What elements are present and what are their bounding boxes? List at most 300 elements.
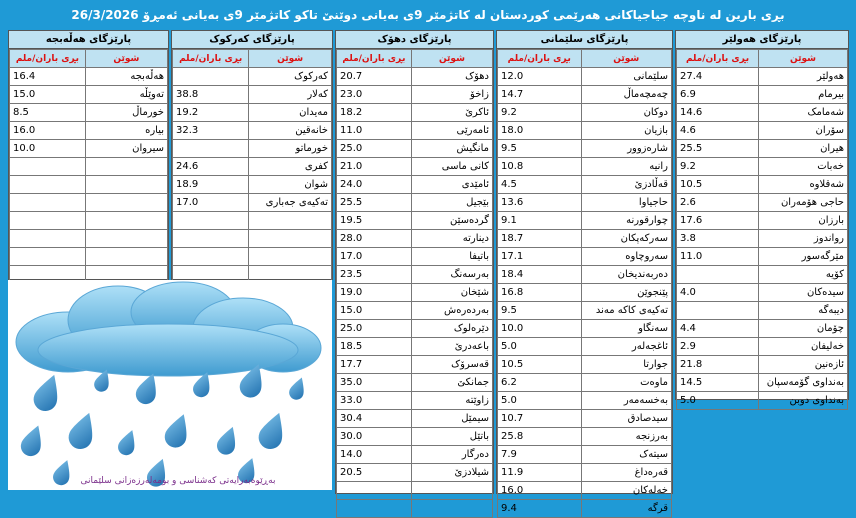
- empty-cell: [10, 176, 86, 194]
- station-name: بەخسەمەر: [581, 392, 671, 410]
- station-name: شیلادزێ: [411, 464, 492, 482]
- empty-cell: [85, 158, 167, 176]
- rainfall-value: 35.0: [337, 374, 412, 392]
- station-name: شارەزوور: [581, 140, 671, 158]
- station-name: کۆیە: [759, 266, 848, 284]
- rainfall-value: 19.0: [337, 284, 412, 302]
- table-row: [677, 158, 848, 176]
- station-name: ئازەنین: [759, 356, 848, 374]
- rainfall-value: 10.8: [498, 158, 582, 176]
- column-header-row: [498, 50, 672, 68]
- station-name: ماوەت: [581, 374, 671, 392]
- empty-cell: [10, 248, 86, 266]
- station-name: بێجیل: [411, 194, 492, 212]
- rainfall-value: 20.7: [337, 68, 412, 86]
- table-row: [498, 68, 672, 86]
- rainfall-value: 14.0: [337, 446, 412, 464]
- station-name: سیروان: [85, 140, 167, 158]
- station-name: بیرمام: [759, 86, 848, 104]
- rainfall-value: 10.0: [498, 320, 582, 338]
- table-row: [337, 104, 493, 122]
- table-row: [677, 320, 848, 338]
- station-name: جوارتا: [581, 356, 671, 374]
- table-row: [498, 320, 672, 338]
- station-name: قەرەداغ: [581, 464, 671, 482]
- rainfall-value: 11.9: [498, 464, 582, 482]
- station-name: حاجی هۆمەران: [759, 194, 848, 212]
- rainfall-value: 17.1: [498, 248, 582, 266]
- station-name: شێخان: [411, 284, 492, 302]
- station-column-header: شوێن: [759, 50, 848, 68]
- station-column-header: شوێن: [411, 50, 492, 68]
- station-name: رواندوز: [759, 230, 848, 248]
- rainfall-value: 38.8: [173, 86, 249, 104]
- station-name: کفری: [249, 158, 332, 176]
- rainfall-value: 16.0: [498, 482, 582, 500]
- rainfall-value: 25.8: [498, 428, 582, 446]
- station-name: خورماتو: [249, 140, 332, 158]
- table-row: [337, 68, 493, 86]
- rainfall-value: 4.6: [677, 122, 759, 140]
- rainfall-value: 5.0: [677, 392, 759, 410]
- rainfall-value: 13.6: [498, 194, 582, 212]
- rainfall-value: 3.8: [677, 230, 759, 248]
- table-row: [337, 464, 493, 482]
- station-name: خەلەکان: [581, 482, 671, 500]
- station-name: خورماڵ: [85, 104, 167, 122]
- rainfall-column-header: بڕی باران/ملم: [677, 50, 759, 68]
- empty-cell: [411, 482, 492, 500]
- empty-cell: [249, 230, 332, 248]
- station-name: سەرکەپکان: [581, 230, 671, 248]
- station-name: سیمێل: [411, 410, 492, 428]
- rainfall-value: 17.6: [677, 212, 759, 230]
- station-name: دینارتە: [411, 230, 492, 248]
- column-header-row: [173, 50, 332, 68]
- rainfall-value: 24.6: [173, 158, 249, 176]
- table-row: [677, 104, 848, 122]
- table-row: [10, 140, 168, 158]
- rainfall-value: 10.7: [498, 410, 582, 428]
- empty-row: [173, 248, 332, 266]
- rainfall-value: 30.0: [337, 428, 412, 446]
- table-row: [498, 122, 672, 140]
- rainfall-value: 28.0: [337, 230, 412, 248]
- table-row: [498, 428, 672, 446]
- table-row: [337, 320, 493, 338]
- station-name: دەرگار: [411, 446, 492, 464]
- station-name: بەرسەنگ: [411, 266, 492, 284]
- empty-cell: [85, 194, 167, 212]
- rainfall-value: 12.0: [498, 68, 582, 86]
- station-name: بارزان: [759, 212, 848, 230]
- rainfall-value: 10.5: [498, 356, 582, 374]
- rainfall-value: 14.7: [498, 86, 582, 104]
- station-name: قەڵادزێ: [581, 176, 671, 194]
- station-name: مانگیش: [411, 140, 492, 158]
- empty-row: [10, 158, 168, 176]
- table-row: [337, 356, 493, 374]
- station-name: مێرگەسور: [759, 248, 848, 266]
- column-header-row: [677, 50, 848, 68]
- rainfall-value: 4.4: [677, 320, 759, 338]
- table-row: [337, 176, 493, 194]
- rainfall-value: 32.3: [173, 122, 249, 140]
- rainfall-column-header: بڕی باران/ملم: [337, 50, 412, 68]
- table-row: [337, 446, 493, 464]
- empty-cell: [10, 230, 86, 248]
- column-header-row: [337, 50, 493, 68]
- table-row: [677, 266, 848, 284]
- station-column-header: شوێن: [581, 50, 671, 68]
- table-row: [677, 392, 848, 410]
- rainfall-value: 11.0: [337, 122, 412, 140]
- table-row: [498, 266, 672, 284]
- station-name: دێرەلوک: [411, 320, 492, 338]
- rainfall-value: 25.5: [337, 194, 412, 212]
- rainfall-value: 19.5: [337, 212, 412, 230]
- rainfall-value: 10.5: [677, 176, 759, 194]
- sulaimani-table: [497, 49, 672, 518]
- rainfall-value: 2.6: [677, 194, 759, 212]
- rainfall-value: 16.0: [10, 122, 86, 140]
- table-row: [677, 212, 848, 230]
- empty-cell: [85, 248, 167, 266]
- rainfall-value: [173, 68, 249, 86]
- station-name: شەمامک: [759, 104, 848, 122]
- empty-cell: [10, 194, 86, 212]
- rainfall-value: 5.0: [498, 338, 582, 356]
- station-name: ئامەرێی: [411, 122, 492, 140]
- rainfall-value: 16.4: [10, 68, 86, 86]
- station-name: باتێل: [411, 428, 492, 446]
- empty-row: [10, 176, 168, 194]
- table-row: [498, 500, 672, 518]
- table-row: [173, 104, 332, 122]
- rainfall-value: 18.4: [498, 266, 582, 284]
- rainfall-value: 4.5: [498, 176, 582, 194]
- table-row: [498, 248, 672, 266]
- sulaimani-panel: [496, 30, 673, 514]
- rainfall-value: 18.5: [337, 338, 412, 356]
- station-name: چەمچەماڵ: [581, 86, 671, 104]
- table-row: [677, 248, 848, 266]
- station-name: تەوێڵە: [85, 86, 167, 104]
- station-name: زاوێتە: [411, 392, 492, 410]
- table-row: [677, 374, 848, 392]
- station-name: شوان: [249, 176, 332, 194]
- rainfall-value: 30.4: [337, 410, 412, 428]
- station-name: سیدەکان: [759, 284, 848, 302]
- station-name: خانەقین: [249, 122, 332, 140]
- station-name: بەرزنجە: [581, 428, 671, 446]
- table-row: [677, 176, 848, 194]
- station-name: سەنگاو: [581, 320, 671, 338]
- rainfall-value: 18.7: [498, 230, 582, 248]
- rainfall-value: 18.0: [498, 122, 582, 140]
- rainfall-value: 17.0: [173, 194, 249, 212]
- table-row: [10, 122, 168, 140]
- station-name: کەرکوک: [249, 68, 332, 86]
- table-row: [337, 248, 493, 266]
- station-name: بیارە: [85, 122, 167, 140]
- table-row: [498, 392, 672, 410]
- rainfall-value: 25.5: [677, 140, 759, 158]
- station-name: هیران: [759, 140, 848, 158]
- table-row: [173, 140, 332, 158]
- table-row: [10, 68, 168, 86]
- table-row: [677, 230, 848, 248]
- rainfall-value: [677, 266, 759, 284]
- table-row: [10, 104, 168, 122]
- empty-row: [337, 500, 493, 518]
- kirkuk-table: [172, 49, 332, 284]
- table-row: [498, 194, 672, 212]
- empty-row: [10, 248, 168, 266]
- table-row: [677, 86, 848, 104]
- station-name: شەقلاوە: [759, 176, 848, 194]
- table-row: [498, 446, 672, 464]
- rainfall-value: 20.5: [337, 464, 412, 482]
- table-row: [498, 338, 672, 356]
- station-name: سلێمانی: [581, 68, 671, 86]
- table-row: [677, 122, 848, 140]
- station-name: حاجیاوا: [581, 194, 671, 212]
- station-name: چۆمان: [759, 320, 848, 338]
- table-row: [677, 194, 848, 212]
- table-row: [498, 86, 672, 104]
- table-row: [10, 86, 168, 104]
- table-row: [677, 140, 848, 158]
- sulaimani-header: پارێزگای سلێمانی: [497, 31, 672, 49]
- table-row: [498, 212, 672, 230]
- table-row: [337, 338, 493, 356]
- station-name: خەلیفان: [759, 338, 848, 356]
- station-name: بەنداوی گۆمەسپان: [759, 374, 848, 392]
- rainfall-value: 18.9: [173, 176, 249, 194]
- table-row: [498, 374, 672, 392]
- station-column-header: شوێن: [85, 50, 167, 68]
- station-name: تەکیەی کاکە مەند: [581, 302, 671, 320]
- rainfall-value: [173, 140, 249, 158]
- table-row: [498, 482, 672, 500]
- table-row: [498, 176, 672, 194]
- erbil-table: [676, 49, 848, 410]
- empty-cell: [249, 212, 332, 230]
- kirkuk-header: پارێزگای کەرکوک: [172, 31, 332, 49]
- table-row: [337, 122, 493, 140]
- table-row: [498, 356, 672, 374]
- empty-cell: [249, 248, 332, 266]
- table-row: [677, 356, 848, 374]
- station-name: ئاغجەلەر: [581, 338, 671, 356]
- station-name: تەکیەی جەباری: [249, 194, 332, 212]
- credit-text: بەڕێوەبەرایەتی کەشناسی و بومەلەرزەزانی سلێمانی: [80, 476, 276, 486]
- column-header-row: [10, 50, 168, 68]
- rainfall-value: 2.9: [677, 338, 759, 356]
- table-row: [173, 86, 332, 104]
- table-row: [677, 338, 848, 356]
- rainfall-value: 9.2: [498, 104, 582, 122]
- table-row: [337, 392, 493, 410]
- empty-cell: [85, 230, 167, 248]
- station-name: خەبات: [759, 158, 848, 176]
- station-column-header: شوێن: [249, 50, 332, 68]
- rainfall-column-header: بڕی باران/ملم: [10, 50, 86, 68]
- rainfall-value: 27.4: [677, 68, 759, 86]
- station-name: قرگە: [581, 500, 671, 518]
- station-name: مەیدان: [249, 104, 332, 122]
- rainfall-value: 16.8: [498, 284, 582, 302]
- table-row: [677, 68, 848, 86]
- rainfall-value: 9.5: [498, 140, 582, 158]
- station-name: گردەسێن: [411, 212, 492, 230]
- kirkuk-panel: [171, 30, 333, 280]
- station-name: پێنجوێن: [581, 284, 671, 302]
- erbil-header: پارێزگای هەولێر: [676, 31, 848, 49]
- table-row: [677, 284, 848, 302]
- rainfall-value: [677, 302, 759, 320]
- rainfall-value: 10.0: [10, 140, 86, 158]
- rainfall-value: 24.0: [337, 176, 412, 194]
- table-row: [337, 428, 493, 446]
- rainfall-value: 4.0: [677, 284, 759, 302]
- page-title: بڕی بارین لە ناوچە جیاجیاکانی هەرێمی کوردستان لە کاتژمێر 9ی بەیانی دوێنێ تاکو کاتژمێر 9ی بەیانی ئەمڕۆ 26/3/2026: [71, 8, 785, 22]
- station-name: کانی ماسی: [411, 158, 492, 176]
- rainfall-value: 9.4: [498, 500, 582, 518]
- empty-cell: [85, 176, 167, 194]
- empty-row: [173, 212, 332, 230]
- station-name: سۆران: [759, 122, 848, 140]
- station-name: سیدصادق: [581, 410, 671, 428]
- station-name: ئامێدی: [411, 176, 492, 194]
- rainfall-value: 25.0: [337, 140, 412, 158]
- rainfall-value: 17.7: [337, 356, 412, 374]
- station-name: قەسرۆک: [411, 356, 492, 374]
- rainfall-value: 23.5: [337, 266, 412, 284]
- station-name: باعەدرێ: [411, 338, 492, 356]
- rainfall-value: 18.2: [337, 104, 412, 122]
- rain-cloud-icon: [8, 280, 332, 490]
- rain-illustration: [8, 280, 332, 490]
- rainfall-value: 15.0: [337, 302, 412, 320]
- table-row: [498, 104, 672, 122]
- empty-row: [173, 230, 332, 248]
- station-name: سەروچاوە: [581, 248, 671, 266]
- table-row: [498, 284, 672, 302]
- table-row: [337, 158, 493, 176]
- rainfall-value: 7.9: [498, 446, 582, 464]
- table-row: [498, 140, 672, 158]
- table-row: [337, 266, 493, 284]
- halabja-panel: [8, 30, 169, 280]
- empty-cell: [10, 158, 86, 176]
- halabja-header: پارێزگای هەڵەبجە: [9, 31, 168, 49]
- empty-row: [10, 230, 168, 248]
- table-row: [337, 86, 493, 104]
- empty-cell: [173, 230, 249, 248]
- rainfall-value: 8.5: [10, 104, 86, 122]
- station-name: هەولێر: [759, 68, 848, 86]
- table-row: [498, 464, 672, 482]
- station-name: کەلار: [249, 86, 332, 104]
- rainfall-value: 11.0: [677, 248, 759, 266]
- station-name: زاخۆ: [411, 86, 492, 104]
- station-name: ئاکرێ: [411, 104, 492, 122]
- duhok-panel: [335, 30, 494, 494]
- table-row: [677, 302, 848, 320]
- station-name: چوارقورنە: [581, 212, 671, 230]
- rainfall-value: 15.0: [10, 86, 86, 104]
- rainfall-value: 19.2: [173, 104, 249, 122]
- station-name: بەنداوی دوبن: [759, 392, 848, 410]
- station-name: جمانکێ: [411, 374, 492, 392]
- empty-cell: [337, 482, 412, 500]
- rainfall-value: 5.0: [498, 392, 582, 410]
- table-row: [337, 140, 493, 158]
- empty-row: [337, 482, 493, 500]
- rainfall-value: 6.9: [677, 86, 759, 104]
- station-name: دەربەندیخان: [581, 266, 671, 284]
- station-name: بەردەرەش: [411, 302, 492, 320]
- empty-cell: [85, 212, 167, 230]
- station-name: دیبەگە: [759, 302, 848, 320]
- table-row: [337, 230, 493, 248]
- rainfall-value: 17.0: [337, 248, 412, 266]
- station-name: باتیفا: [411, 248, 492, 266]
- empty-cell: [173, 212, 249, 230]
- station-name: دوکان: [581, 104, 671, 122]
- station-name: هەڵەبجە: [85, 68, 167, 86]
- table-row: [337, 410, 493, 428]
- table-row: [498, 410, 672, 428]
- duhok-header: پارێزگای دهۆک: [336, 31, 493, 49]
- rainfall-value: 21.8: [677, 356, 759, 374]
- empty-cell: [411, 500, 492, 518]
- erbil-panel: [675, 30, 849, 406]
- station-name: بازیان: [581, 122, 671, 140]
- table-row: [173, 68, 332, 86]
- rainfall-column-header: بڕی باران/ملم: [173, 50, 249, 68]
- empty-cell: [337, 500, 412, 518]
- table-row: [173, 122, 332, 140]
- rainfall-value: 25.0: [337, 320, 412, 338]
- table-row: [337, 212, 493, 230]
- empty-row: [10, 212, 168, 230]
- halabja-table: [9, 49, 168, 284]
- rainfall-value: 6.2: [498, 374, 582, 392]
- table-row: [498, 158, 672, 176]
- station-name: رانیە: [581, 158, 671, 176]
- table-row: [337, 194, 493, 212]
- table-row: [498, 230, 672, 248]
- duhok-table: [336, 49, 493, 518]
- empty-row: [10, 194, 168, 212]
- rainfall-value: 9.5: [498, 302, 582, 320]
- table-row: [337, 374, 493, 392]
- rainfall-value: 33.0: [337, 392, 412, 410]
- table-row: [498, 302, 672, 320]
- rainfall-value: 9.1: [498, 212, 582, 230]
- station-name: سیتەک: [581, 446, 671, 464]
- rainfall-column-header: بڕی باران/ملم: [498, 50, 582, 68]
- table-row: [173, 158, 332, 176]
- table-row: [173, 194, 332, 212]
- rainfall-value: 23.0: [337, 86, 412, 104]
- rainfall-value: 14.5: [677, 374, 759, 392]
- table-row: [337, 302, 493, 320]
- rainfall-value: 9.2: [677, 158, 759, 176]
